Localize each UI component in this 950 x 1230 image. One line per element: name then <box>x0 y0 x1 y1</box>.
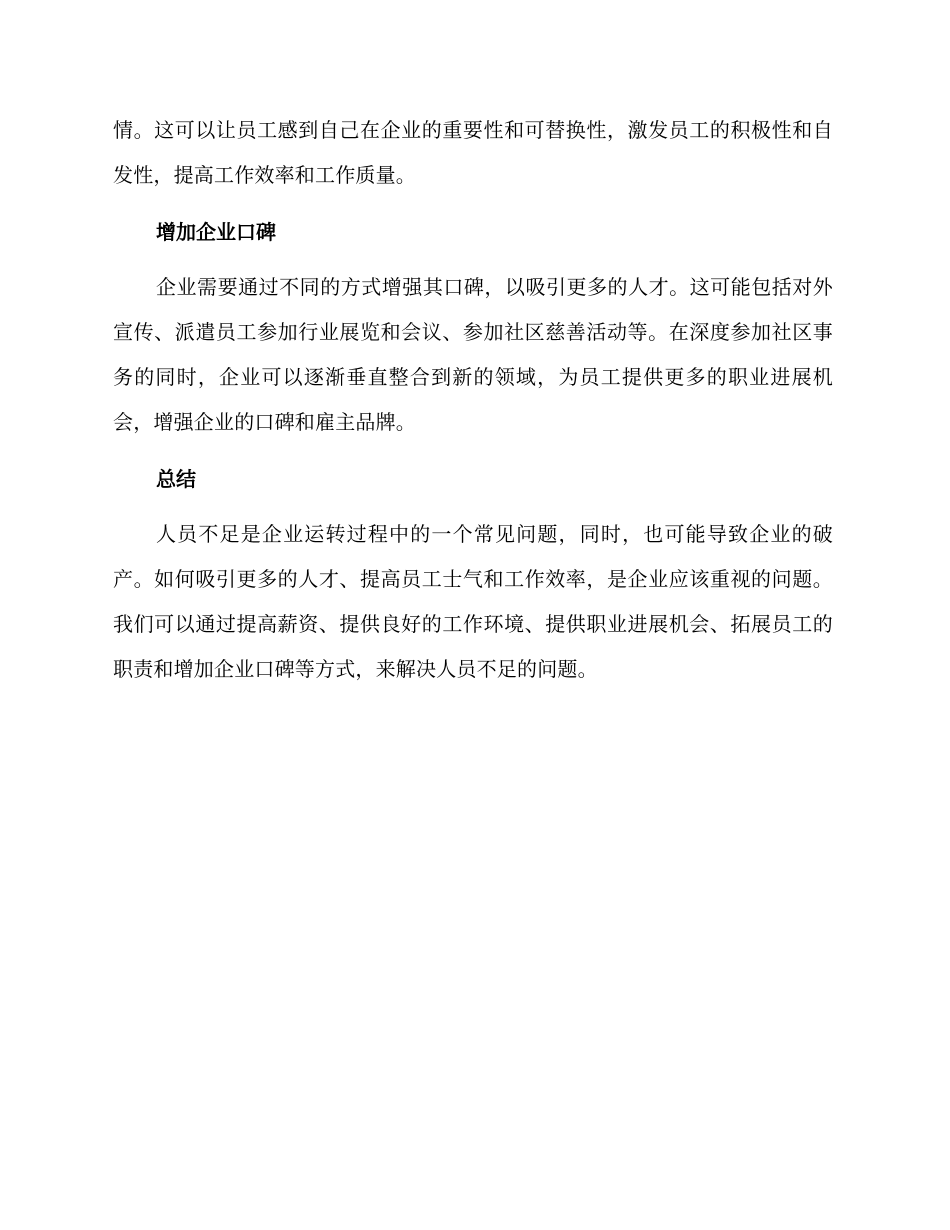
paragraph-summary: 人员不足是企业运转过程中的一个常见问题，同时，也可能导致企业的破产。如何吸引更多的人才、提高员工士气和工作效率，是企业应该重视的问题。我们可以通过提高薪资、提供良好的工作环境、提供职业进展机会、拓展员工的职责和增加企业口碑等方式，来解决人员不足的问题。 <box>113 522 833 681</box>
section-heading-summary: 总结 <box>156 467 196 491</box>
paragraph-continuation: 情。这可以让员工感到自己在企业的重要性和可替换性，激发员工的积极性和自发性，提高工作效率和工作质量。 <box>113 118 833 187</box>
document-page <box>113 108 833 692</box>
paragraph-reputation: 企业需要通过不同的方式增强其口碑，以吸引更多的人才。这可能包括对外宣传、派遣员工参加行业展览和会议、参加社区慈善活动等。在深度参加社区事务的同时，企业可以逐渐垂直整合到新的领域，为员工提供更多的职业进展机会，增强企业的口碑和雇主品牌。 <box>113 275 833 434</box>
section-heading-reputation: 增加企业口碑 <box>156 220 276 244</box>
